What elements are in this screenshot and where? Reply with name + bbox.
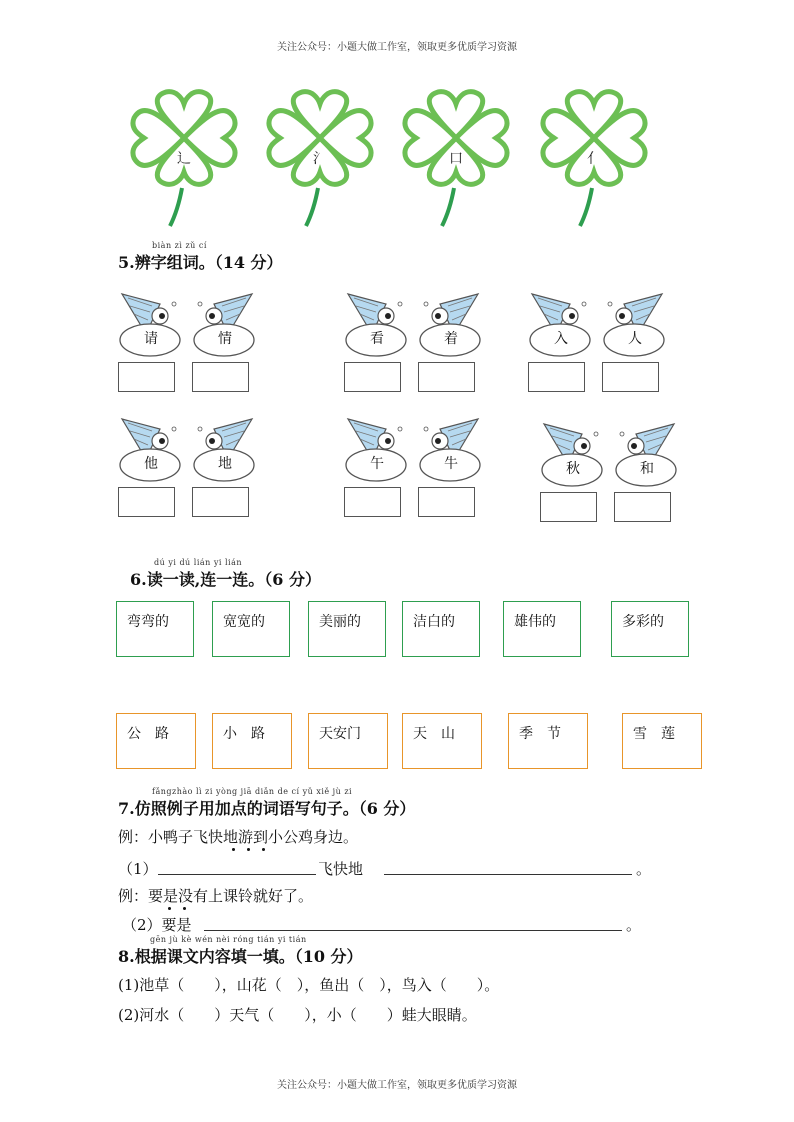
noun-box[interactable]: 雪 莲 bbox=[622, 713, 702, 769]
section6-pinyin: dú yi dú lián yi lián bbox=[154, 558, 242, 567]
fish-card bbox=[612, 420, 680, 490]
fish-character: 入 bbox=[554, 331, 568, 347]
fish-icon bbox=[612, 420, 680, 490]
fish-icon bbox=[342, 415, 410, 485]
word-pair bbox=[534, 420, 684, 530]
answer-box[interactable] bbox=[540, 492, 597, 522]
adjective-box[interactable]: 美丽的 bbox=[308, 601, 386, 657]
noun-box[interactable]: 天安门 bbox=[308, 713, 388, 769]
answer-box[interactable] bbox=[118, 362, 175, 392]
item1-blank-after[interactable] bbox=[384, 873, 632, 875]
fish-card bbox=[116, 290, 184, 360]
page-footer: 关注公众号：小题大做工作室，领取更多优质学习资源 bbox=[277, 1080, 517, 1091]
fish-card bbox=[416, 415, 484, 485]
emphasis-dot bbox=[262, 848, 265, 851]
fish-character: 请 bbox=[144, 331, 158, 347]
example-sentence-1: 例：小鸭子飞快地游到小公鸡身边。 bbox=[118, 828, 359, 846]
fish-icon bbox=[190, 290, 258, 360]
answer-box[interactable] bbox=[614, 492, 671, 522]
clover-radical: 氵 bbox=[313, 151, 327, 167]
page-header: 关注公众号：小题大做工作室，领取更多优质学习资源 bbox=[277, 42, 517, 53]
word-pair bbox=[338, 290, 488, 400]
adjective-box[interactable]: 弯弯的 bbox=[116, 601, 194, 657]
clover-radical: 口 bbox=[449, 151, 463, 167]
fish-card bbox=[190, 290, 258, 360]
section5-pinyin: biàn zì zǔ cí bbox=[152, 241, 207, 250]
item1-blank-before[interactable] bbox=[158, 873, 316, 875]
item1-end-mark: 。 bbox=[636, 860, 652, 878]
fish-card bbox=[538, 420, 606, 490]
fish-icon bbox=[416, 290, 484, 360]
section8-pinyin: gēn jù kè wén nèi róng tián yi tián bbox=[150, 935, 307, 944]
item2-blank[interactable] bbox=[204, 929, 622, 931]
fish-character: 人 bbox=[628, 331, 642, 347]
fish-icon bbox=[116, 290, 184, 360]
answer-box[interactable] bbox=[418, 362, 475, 392]
section6-title: 6.读一读,连一连。（6 分） bbox=[130, 570, 321, 589]
fish-icon bbox=[342, 290, 410, 360]
fish-card bbox=[526, 290, 594, 360]
fish-icon bbox=[538, 420, 606, 490]
noun-box[interactable]: 天 山 bbox=[402, 713, 482, 769]
fish-card bbox=[190, 415, 258, 485]
fish-card bbox=[342, 415, 410, 485]
fish-card bbox=[116, 415, 184, 485]
fish-character: 午 bbox=[370, 456, 384, 472]
adjective-box[interactable]: 雄伟的 bbox=[503, 601, 581, 657]
fill-line-2: (2)河水（ ）天气（ ），小（ ）蛙大眼睛。 bbox=[118, 1006, 477, 1024]
item2-end-mark: 。 bbox=[626, 916, 642, 934]
item2-label: （2）要是 bbox=[122, 916, 192, 934]
fill-line-1: (1)池草（ ），山花（ ），鱼出（ ），鸟入（ ）。 bbox=[118, 976, 500, 994]
word-pair bbox=[112, 415, 262, 525]
noun-box[interactable]: 公 路 bbox=[116, 713, 196, 769]
adjective-box[interactable]: 多彩的 bbox=[611, 601, 689, 657]
answer-box[interactable] bbox=[528, 362, 585, 392]
section7-title: 7.仿照例子用加点的词语写句子。（6 分） bbox=[118, 799, 416, 818]
clover-card bbox=[124, 88, 244, 228]
fish-character: 秋 bbox=[566, 461, 580, 477]
answer-box[interactable] bbox=[344, 487, 401, 517]
answer-box[interactable] bbox=[418, 487, 475, 517]
emphasis-dot bbox=[168, 907, 171, 910]
fish-character: 看 bbox=[370, 331, 384, 347]
clover-card bbox=[534, 88, 654, 228]
emphasis-dot bbox=[183, 907, 186, 910]
clover-card bbox=[396, 88, 516, 228]
fish-icon bbox=[116, 415, 184, 485]
section5-title: 5.辨字组词。（14 分） bbox=[118, 253, 283, 272]
noun-box[interactable]: 季 节 bbox=[508, 713, 588, 769]
fish-icon bbox=[600, 290, 668, 360]
word-pair bbox=[112, 290, 262, 400]
fish-character: 地 bbox=[218, 456, 232, 472]
fish-card bbox=[342, 290, 410, 360]
word-pair bbox=[338, 415, 488, 525]
fish-icon bbox=[416, 415, 484, 485]
fish-character: 他 bbox=[144, 456, 158, 472]
answer-box[interactable] bbox=[192, 362, 249, 392]
fish-icon bbox=[526, 290, 594, 360]
section8-title: 8.根据课文内容填一填。（10 分） bbox=[118, 947, 363, 966]
fish-card bbox=[416, 290, 484, 360]
adjective-box[interactable]: 宽宽的 bbox=[212, 601, 290, 657]
example-sentence-2: 例：要是没有上课铃就好了。 bbox=[118, 887, 314, 905]
fish-character: 着 bbox=[444, 331, 458, 347]
adjective-box[interactable]: 洁白的 bbox=[402, 601, 480, 657]
fish-character: 情 bbox=[218, 331, 232, 347]
noun-box[interactable]: 小 路 bbox=[212, 713, 292, 769]
emphasis-dot bbox=[247, 848, 250, 851]
item1-word: 飞快地 bbox=[318, 860, 364, 878]
answer-box[interactable] bbox=[192, 487, 249, 517]
fish-character: 牛 bbox=[444, 456, 458, 472]
word-pair bbox=[522, 290, 672, 400]
answer-box[interactable] bbox=[602, 362, 659, 392]
fish-icon bbox=[190, 415, 258, 485]
emphasis-dot bbox=[232, 848, 235, 851]
answer-box[interactable] bbox=[344, 362, 401, 392]
fish-character: 和 bbox=[640, 461, 654, 477]
item1-label: （1） bbox=[118, 860, 158, 878]
clover-card bbox=[260, 88, 380, 228]
fish-card bbox=[600, 290, 668, 360]
section7-pinyin: fǎngzhào lì zi yòng jiā diǎn de cí yǔ xiě jù zi bbox=[152, 787, 353, 796]
clover-radical: 辶 bbox=[177, 151, 191, 167]
clover-radical: 亻 bbox=[587, 151, 601, 167]
answer-box[interactable] bbox=[118, 487, 175, 517]
